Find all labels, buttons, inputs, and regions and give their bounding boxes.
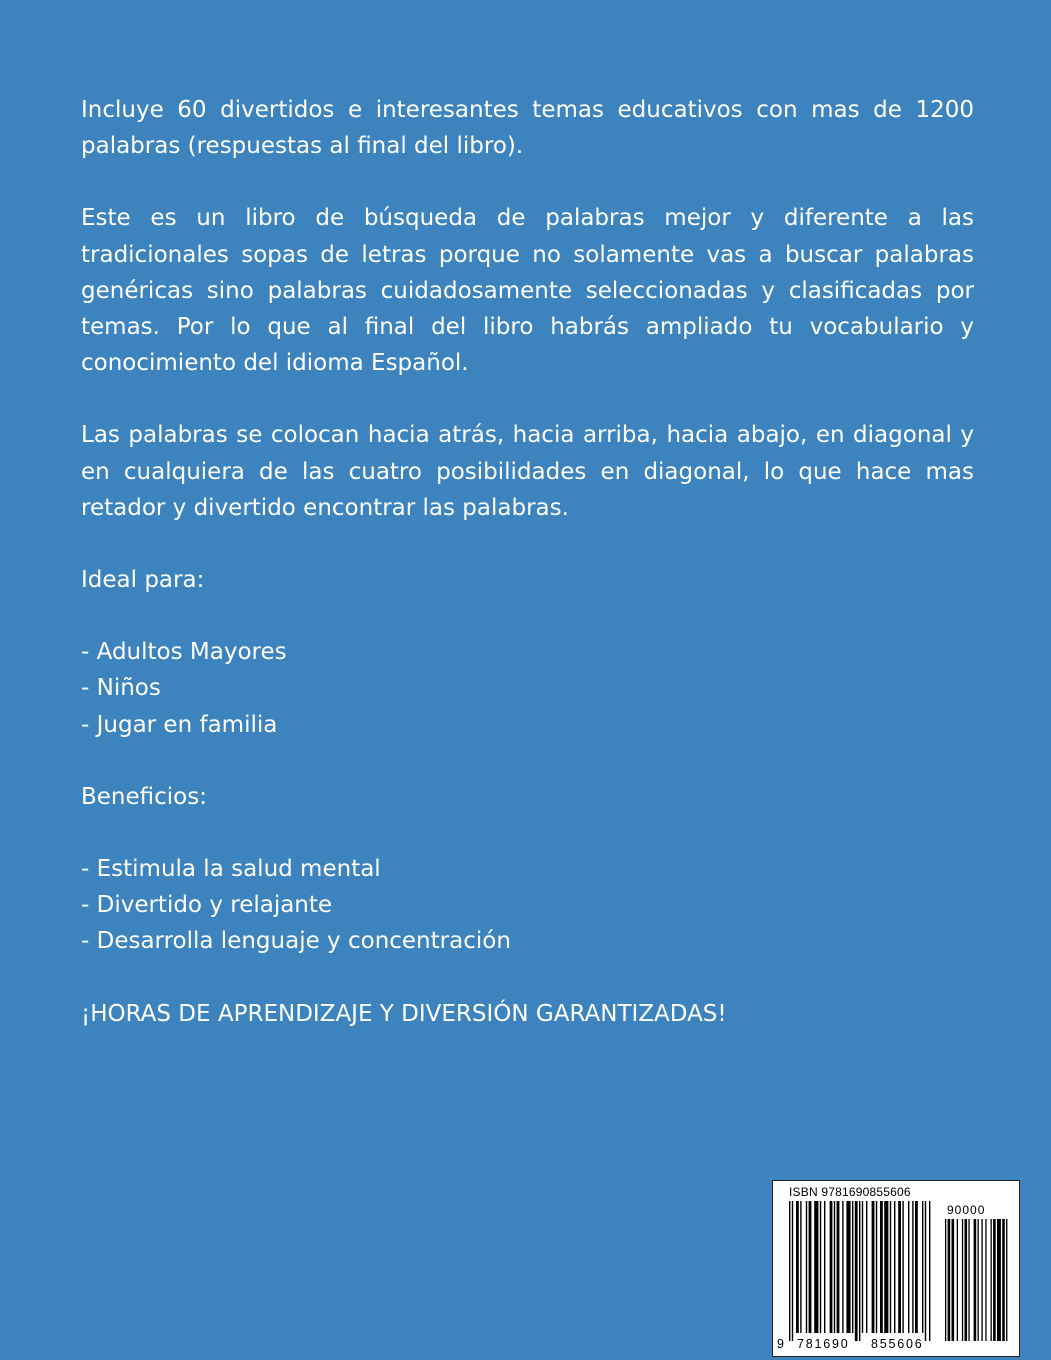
barcode-bar bbox=[925, 1201, 926, 1341]
ideal-heading: Ideal para: bbox=[81, 567, 205, 594]
barcode-bar bbox=[981, 1219, 982, 1341]
list-item: - Divertido y relajante bbox=[81, 892, 333, 919]
barcode-bar bbox=[852, 1201, 853, 1333]
barcode-bar bbox=[974, 1219, 977, 1341]
barcode-bar bbox=[894, 1201, 895, 1333]
barcode-bar bbox=[846, 1201, 850, 1333]
barcode-bar bbox=[922, 1201, 923, 1333]
slogan: ¡HORAS DE APRENDIZAJE Y DIVERSIÓN GARANTIZADAS! bbox=[81, 1000, 727, 1027]
barcode-bar bbox=[880, 1201, 883, 1333]
list-item: - Jugar en familia bbox=[81, 711, 278, 738]
directions-paragraph: Las palabras se colocan hacia atrás, hacia arriba, hacia abajo, en diagonal y en cualquiera de las cuatro posibilidades en diagonal, lo que hace mas retador y divertido encontrar las palabras. bbox=[81, 422, 974, 521]
barcode-bar bbox=[1002, 1219, 1005, 1341]
barcode-bar bbox=[912, 1201, 913, 1333]
barcode-bar bbox=[872, 1201, 875, 1333]
barcode-bar bbox=[834, 1201, 835, 1333]
barcode-bar bbox=[820, 1201, 821, 1333]
barcode-bar bbox=[830, 1201, 833, 1333]
barcode-bar bbox=[859, 1201, 860, 1341]
barcode-bar bbox=[814, 1201, 818, 1333]
barcode-bar bbox=[890, 1201, 891, 1333]
barcode-bar bbox=[884, 1201, 888, 1333]
barcode-bars-icon bbox=[789, 1201, 939, 1341]
barcode-bar bbox=[991, 1219, 992, 1341]
barcode-bar bbox=[824, 1201, 825, 1333]
barcode-bar bbox=[855, 1201, 858, 1341]
barcode-bar bbox=[908, 1201, 909, 1333]
benefits-list bbox=[81, 851, 974, 960]
barcode-bar bbox=[957, 1219, 958, 1341]
barcode-bar bbox=[968, 1219, 969, 1341]
barcode-bar bbox=[929, 1201, 930, 1341]
isbn-barcode bbox=[772, 1180, 1020, 1357]
list-item: - Niños bbox=[81, 675, 161, 702]
barcode-bar bbox=[837, 1201, 840, 1333]
barcode-bar bbox=[962, 1219, 963, 1341]
barcode-bar bbox=[898, 1201, 901, 1333]
barcode-bar bbox=[965, 1219, 968, 1341]
barcode-bar bbox=[997, 1219, 1001, 1341]
list-item: - Estimula la salud mental bbox=[81, 856, 381, 883]
addon-bars-icon bbox=[945, 1219, 1009, 1341]
ideal-list bbox=[81, 634, 974, 743]
list-item: - Desarrolla lenguaje y concentración bbox=[81, 928, 511, 955]
barcode-bar bbox=[796, 1201, 799, 1333]
back-cover-text bbox=[81, 92, 974, 1032]
barcode-bar bbox=[806, 1201, 807, 1333]
barcode-digits bbox=[777, 1337, 937, 1351]
barcode-bar bbox=[985, 1219, 986, 1341]
barcode-bar bbox=[842, 1201, 843, 1333]
barcode-bar bbox=[800, 1201, 801, 1333]
barcode-bar bbox=[1006, 1219, 1007, 1341]
barcode-bar bbox=[876, 1201, 877, 1333]
list-item: - Adultos Mayores bbox=[81, 639, 287, 666]
barcode-bar bbox=[993, 1219, 996, 1341]
barcode-digit-group-1: 781690 bbox=[797, 1337, 850, 1351]
barcode-bar bbox=[862, 1201, 863, 1333]
barcode-bar bbox=[948, 1219, 951, 1341]
barcode-digit-lead: 9 bbox=[777, 1337, 784, 1351]
barcode-bar bbox=[978, 1219, 979, 1341]
barcode-bar bbox=[952, 1219, 955, 1341]
isbn-label: ISBN 9781690855606 bbox=[789, 1185, 911, 1199]
barcode-bar bbox=[866, 1201, 867, 1333]
description-paragraph: Este es un libro de búsqueda de palabras mejor y diferente a las tradicionales sopas de letras porque no solamente vas a buscar palabras genéricas sino palabras cuidadosamente seleccionadas y clasificadas por temas. Por lo que al final del libro habrás ampliado tu vocabulario y conocimiento del idioma Español. bbox=[81, 205, 974, 377]
intro-paragraph: Incluye 60 divertidos e interesantes temas educativos con mas de 1200 palabras (respuestas al final del libro). bbox=[81, 97, 974, 160]
barcode-bar bbox=[945, 1219, 946, 1341]
barcode-bar bbox=[792, 1201, 793, 1341]
barcode-digit-group-2: 855606 bbox=[871, 1337, 924, 1351]
benefits-heading: Beneficios: bbox=[81, 783, 207, 810]
addon-code: 90000 bbox=[947, 1203, 986, 1217]
barcode-bar bbox=[789, 1201, 790, 1341]
barcode-bar bbox=[915, 1201, 918, 1333]
barcode-bar bbox=[902, 1201, 903, 1333]
barcode-bar bbox=[809, 1201, 812, 1333]
